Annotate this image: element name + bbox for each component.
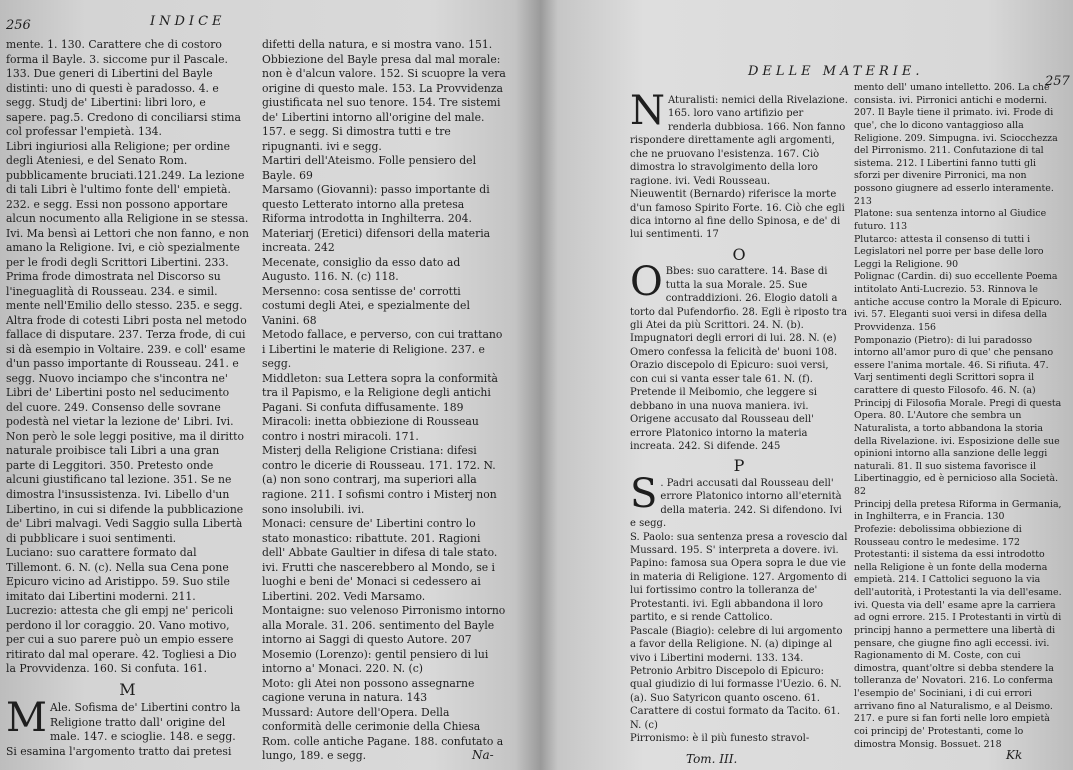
- index-column-left: [630, 88, 848, 746]
- section-entry: [630, 259, 848, 346]
- index-entry: Miracoli: inetta obbiezione di Rousseau contro i nostri miracoli. 171.: [262, 415, 479, 443]
- drop-cap: O: [630, 259, 663, 306]
- index-column-right: [262, 38, 506, 764]
- running-head: DELLE MATERIE.: [748, 64, 924, 79]
- index-entry: Protestanti: il sistema da essi introdotto nella Religione è un fonte della moderna empietà. 214. I Cattolici seguono la via dell'autorità, i Protestanti la via dell'esame. ivi. Questa via dell' esame apre la carriera ad ogni errore. 215. I Protestanti in virtù di principj hanno a permettere una libertà di pensare, che giugne fino agli eccessi. ivi. Ragionamento di M. Coste, con cui dimostra, quant'oltre si debba stendere la tolleranza de' Novatori. 216. Lo conferma l'esempio de' Sociniani, i di cui errori arrivano fino al Naturalismo, e al Deismo. 217. e pure si fan forti nelle loro empietà coi principj de' Protestanti, come lo dimostra Monsig. Bossuet. 218: [854, 549, 1062, 750]
- index-entry: Pomponazio (Pietro): di lui paradosso intorno all'amor puro di que' che pensano essere l'anima mortale. 46. Si rifiuta. 47. Varj sentimenti degli Scrittori sopra il carattere di questo Filosofo. 46. N. (a): [854, 334, 1054, 396]
- index-entry: Libri ingiuriosi alla Religione; per ordine degli Ateniesi, e del Senato Rom. pubblicamente bruciati.121.249. La lezione di tali Libri è l'ultimo fonte dell' empietà. 232. e segg. Essi non possono apportare alcun nocumento alla Religione in se stessa. Ivi. Ma bensì ai Lettori che non fanno, e non amano la Religione. Ivi, e ciò spezialmente per le frodi degli Scrittori Libertini. 233. Prima frode dimostrata nel Discorso su l'ineguaglità di Rousseau. 234. e simil. mente nell'Emilio dello stesso. 235. e segg. Altra frode di cotesti Libri posta nel metodo fallace di disputare. 237. Terza frode, di cui si dà esempio in Voltaire. 239. e coll' esame d'un passo importante di Rousseau. 241. e segg. Nuovo inciampo che s'incontra ne' Libri de' Libertini posto nel seducimento del cuore. 249. Consenso delle sovrane podestà nel vietar la lezione de' Libri. Ivi. Non però le sole leggi positive, ma il diritto naturale proibisce tali Libri a una gran parte di Leggitori. 350. Pretesto onde alcuni giustificano tal lezione. 351. Se ne dimostra l'insussistenza. Ivi. Libello d'un Libertino, in cui si difende la pubblicazione de' Libri malvagi. Vedi Saggio sulla Libertà di pubblicare i suoi sentimenti.: [6, 139, 249, 545]
- running-head: INDICE: [150, 14, 226, 29]
- index-entry: difetti della natura, e si mostra vano. 151. Obbiezione del Bayle presa dal mal morale: non è d'alcun valore. 152. Si scuopre la vera origine di questo male. 153. La Provvidenza giustificata nel suo tenore. 154. Tre sistemi de' Libertini intorno all'origine del male. 157. e segg. Si dimostra tutti e tre ripugnanti. ivi e segg.: [262, 38, 506, 153]
- section-entry-text: Aturalisti: nemici della Rivelazione. 165. loro vano artifizio per renderla dubbiosa. 166. Non fanno rispondere direttamente agli argomenti, che ne pruovano l'esistenza. 167. Ciò dimostra lo stravolgimento della loro ragione. ivi. Vedi Rousseau.: [630, 95, 848, 187]
- index-entry: Montaigne: suo velenoso Pirronismo intorno alla Morale. 31. 206. sentimento del Bayle intorno ai Saggi di questo Autore. 207: [262, 604, 506, 647]
- index-entry: Pascale (Biagio): celebre di lui argomento a favor della Religione. N. (a) dipinge al vivo i Libertini moderni. 133. 134.: [630, 625, 843, 664]
- volume-footer: Tom. III.: [686, 752, 738, 766]
- index-entry: Principj di Filosofia Morale. Pregi di questa Opera. 80. L'Autore che sembra un Naturalista, a torto abbandona la storia della Rivelazione. ivi. Esposizione delle sue opinioni intorno alla sanzione delle leggi naturali. 81. Il suo sistema favorisce il Libertinaggio, ed è pernicioso alla Società. 82: [854, 397, 1062, 497]
- section-letter: M: [119, 679, 136, 699]
- drop-cap: S: [630, 470, 658, 517]
- index-entry: Nieuwentit (Bernardo) riferisce la morte d'un famoso Spirito Forte. 16. Ciò che egli dica intorno al fine dello Spinosa, e de' di lui sentimenti. 17: [630, 189, 845, 241]
- signature-mark: Kk: [1006, 748, 1023, 762]
- index-entry: Misterj della Religione Cristiana: difesi contro le dicerie di Rousseau. 171. 172. N. (a) non sono contrarj, ma superiori alla ragione. 211. I sofismi contro i Misterj non sono insolubili. ivi.: [262, 444, 497, 516]
- index-entry: Omero confessa la felicità de' buoni 108.: [630, 346, 838, 358]
- index-entry: Mecenate, consiglio da esso dato ad Augusto. 116. N. (c) 118.: [262, 255, 461, 284]
- section-letter: P: [733, 456, 745, 476]
- index-entry: Orazio discepolo di Epicuro: suoi versi, con cui si vanta esser tale 61. N. (f). Pretende il Meibomio, che leggere si debbano in una nuova maniera. ivi.: [630, 360, 829, 412]
- index-entry: Martiri dell'Ateismo. Folle pensiero del Bayle. 69: [262, 154, 477, 182]
- index-entry: Petronio Arbitro Discepolo di Epicuro: qual giudizio di lui formasse l'Uezio. 6. N. (a). Suo Satyricon quanto osceno. 61. Carattere di costui formato da Tacito. 61. N. (c): [630, 665, 842, 731]
- index-entry: Monaci: censure de' Libertini contro lo stato monastico: ribattute. 201. Ragioni dell' Abbate Gaultier in difesa di tale stato. ivi. Frutti che nascerebbero al Mondo, se i luoghi e beni de' Monaci si cedessero ai Libertini. 202. Vedi Marsamo.: [262, 517, 498, 603]
- index-entry: Materiarj (Eretici) difensori della materia increata. 242: [262, 226, 491, 255]
- section-entry: [630, 470, 848, 531]
- index-entry: Papino: famosa sua Opera sopra le due vie in materia di Religione. 127. Argomento di lui fortissimo contro la tolleranza de' Protestanti. ivi. Egli abbandona il loro partito, e si rende Cattolico.: [630, 558, 847, 624]
- index-entry: Lucrezio: attesta che gli empj ne' pericoli perdono il lor coraggio. 20. Vano motivo, per cui a suo parere può un empio essere ritirato dal mal operare. 42. Togliesi a Dio la Provvidenza. 160. Si confuta. 161.: [6, 604, 237, 676]
- index-entry: mento dell' umano intelletto. 206. La che consista. ivi. Pirronici antichi e moderni. 207. Il Bayle tiene il primato. ivi. Frode di que', che lo dicono vantaggioso alla Religione. 209. Simpugna. ivi. Sciocchezza del Pirronismo. 211. Confutazione di tal sistema. 212. I Libertini fanno tutti gli sforzi per divenire Pirronici, ma non possono giugnere ad esserlo interamente. 213: [854, 82, 1058, 207]
- index-entry: Profezie: debolissima obbiezione di Rousseau contro le medesime. 172: [854, 523, 1022, 548]
- section-entry-text: . Padri accusati dal Rousseau dell' errore Platonico intorno all'eternità della materia. 242. Si difendono. Ivi e segg.: [630, 477, 843, 530]
- index-entry: Pirronismo: è il più funesto stravol-: [630, 733, 810, 745]
- section-entry-text: Ale. Sofisma de' Libertini contro la Religione tratto dall' origine del male. 147. e scioglie. 148. e segg. Si esamina l'argomento tratto dai pretesi: [6, 701, 241, 758]
- index-column-left: [6, 38, 249, 759]
- right-page: [536, 0, 1073, 770]
- index-entry: Moto: gli Atei non possono assegnarne cagione veruna in natura. 143: [262, 676, 475, 705]
- index-entry: Mersenno: cosa sentisse de' corrotti costumi degli Atei, e spezialmente del Vanini. 68: [262, 284, 470, 327]
- index-entry: Middleton: sua Lettera sopra la conformità tra il Papismo, e la Religione degli antichi Pagani. Si confuta diffusamente. 189: [262, 371, 498, 414]
- index-entry: Metodo fallace, e perverso, con cui trattano i Libertini le materie di Religione. 237. e segg.: [262, 328, 503, 371]
- section-entry-text: Bbes: suo carattere. 14. Base di tutta la sua Morale. 25. Sue contraddizioni. 26. Elogio datoli a torto dal Pufendorfio. 28. Egli è riposto tra gli Atei da più Scrittori. 24. N. (b). Impugnatori degli errori di lui. 28. N. (e): [630, 266, 848, 345]
- section-entry: [630, 88, 848, 188]
- index-entry: S. Paolo: sua sentenza presa a rovescio dal Mussard. 195. S' interpreta a dovere. ivi.: [630, 531, 848, 556]
- index-entry: Platone: sua sentenza intorno al Giudice futuro. 113: [854, 208, 1047, 232]
- index-column-right: [854, 82, 1064, 751]
- page-number: 256: [6, 18, 31, 33]
- index-entry: Mussard: Autore dell'Opera. Della conformità delle cerimonie della Chiesa Rom. colle antiche Pagane. 188. confutato a lungo, 189. e segg.: [262, 705, 504, 763]
- index-entry: mente. 1. 130. Carattere che di costoro forma il Bayle. 3. siccome pur il Pascale. 133. Due generi di Libertini del Bayle distinti: uno di questi è paradosso. 4. e segg. Studj de' Libertini: libri loro, e sapere. pag.5. Credono di conciliarsi stima col professar l'empietà. 134.: [6, 38, 241, 139]
- left-page: [0, 0, 524, 770]
- index-entry: Principj della pretesa Riforma in Germania, in Inghilterra, e in Francia. 130: [854, 498, 1062, 523]
- index-entry: Polignac (Cardin. di) suo eccellente Poema intitolato Anti-Lucrezio. 53. Rinnova le antiche accuse contro la Morale di Epicuro. ivi. 57. Eleganti suoi versi in difesa della Provvidenza. 156: [854, 271, 1062, 333]
- drop-cap: N: [630, 88, 665, 134]
- section-entry: [6, 695, 249, 759]
- page-number: 257: [1045, 74, 1070, 89]
- index-entry: Luciano: suo carattere formato dal Tillemont. 6. N. (c). Nella sua Cena pone Epicuro vicino ad Aristippo. 59. Suo stile imitato dai Libertini moderni. 211.: [6, 546, 230, 603]
- catchword: Na-: [472, 748, 494, 762]
- index-entry: Origene accusato dal Rousseau dell' errore Platonico intorno la materia increata. 242. Si difende. 245: [630, 414, 814, 452]
- drop-cap: M: [6, 695, 47, 742]
- index-entry: Marsamo (Giovanni): passo importante di questo Letterato intorno alla pretesa Riforma introdotta in Inghilterra. 204.: [262, 183, 490, 226]
- index-entry: Mosemio (Lorenzo): gentil pensiero di lui intorno a' Monaci. 220. N. (c): [262, 647, 489, 676]
- section-letter: O: [732, 244, 746, 264]
- index-entry: Plutarco: attesta il consenso di tutti i Legislatori nel porre per base delle loro Leggi la Religione. 90: [854, 233, 1044, 270]
